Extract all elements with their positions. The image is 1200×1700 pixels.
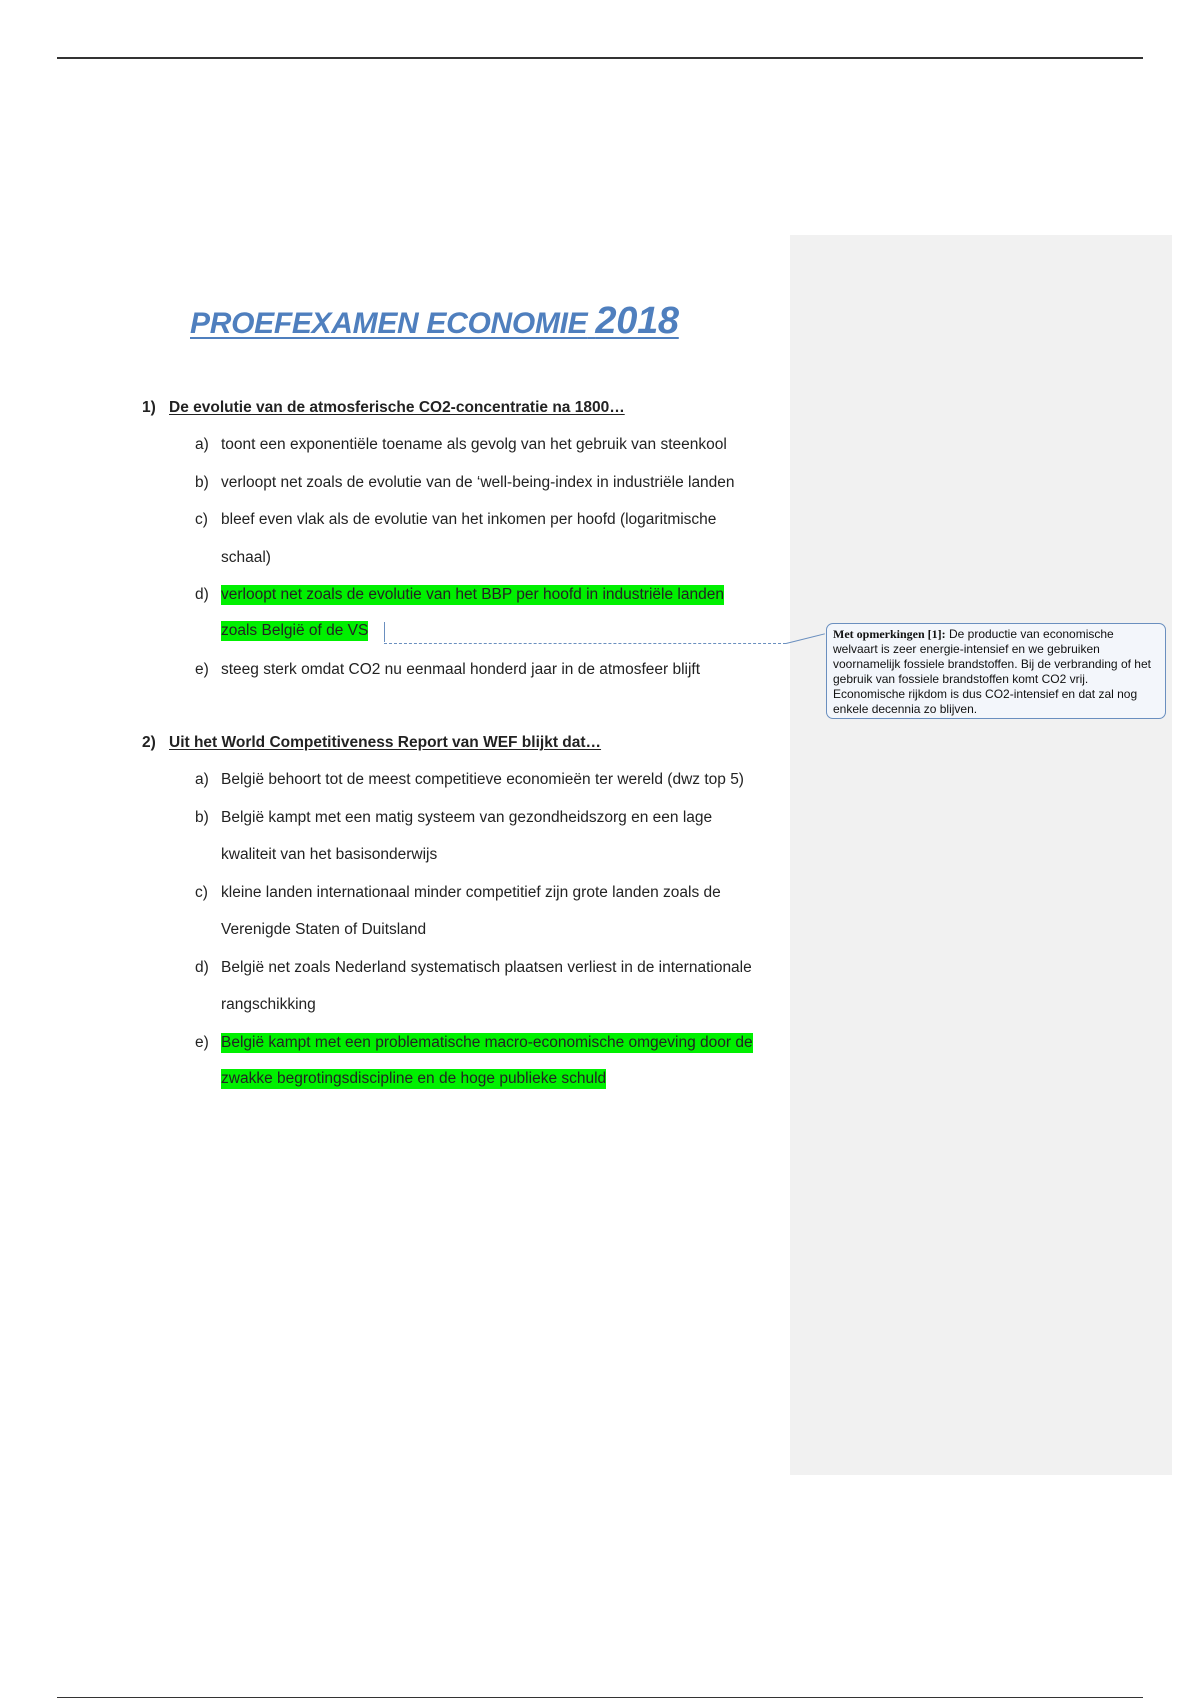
answer-letter: d) bbox=[195, 586, 209, 603]
answer-letter: c) bbox=[195, 511, 208, 528]
answer-2e-line-2-highlighted: zwakke begrotingsdiscipline en de hoge publieke schuld bbox=[221, 1070, 607, 1087]
answer-1b-line-1: verloopt net zoals de evolutie van de ‘well-being-index in industriële landen bbox=[221, 474, 735, 491]
comment-leader-line bbox=[384, 643, 786, 644]
answer-2c-line-1: kleine landen internationaal minder competitief zijn grote landen zoals de bbox=[221, 884, 721, 901]
answer-letter: e) bbox=[195, 1034, 209, 1051]
comment-text: De productie van economische welvaart is zeer energie-intensief en we gebruiken voornamelijk fossiele brandstoffen. Bij de verbranding of het gebruik van fossiele brandstoffen komt CO2 vrij. Economische rijkdom is dus CO2-intensief en dat zal nog enkele decennia zo blijven. bbox=[833, 627, 1151, 716]
comment-label: Met opmerkingen [1]: bbox=[833, 627, 946, 641]
question-number: 2) bbox=[142, 734, 156, 751]
answer-2a-line-1: België behoort tot de meest competitieve economieën ter wereld (dwz top 5) bbox=[221, 771, 744, 788]
answer-1e-line-1: steeg sterk omdat CO2 nu eenmaal honderd jaar in de atmosfeer blijft bbox=[221, 661, 701, 678]
answer-1d-line-1-highlighted: verloopt net zoals de evolutie van het BBP per hoofd in industriële landen bbox=[221, 586, 724, 603]
question-text: De evolutie van de atmosferische CO2-concentratie na 1800… bbox=[169, 399, 625, 416]
title-year: 2018 bbox=[595, 300, 679, 342]
title-main: PROEFEXAMEN ECONOMIE bbox=[190, 307, 588, 340]
question-2-heading bbox=[142, 734, 601, 752]
answer-2b-line-1: België kampt met een matig systeem van gezondheidszorg en een lage bbox=[221, 809, 713, 826]
answer-letter: c) bbox=[195, 884, 208, 901]
comment-anchor-marker bbox=[384, 622, 385, 642]
comment-pane bbox=[790, 235, 1172, 1475]
header-rule bbox=[57, 57, 1143, 59]
answer-1d-line-2-highlighted: zoals België of de VS bbox=[221, 622, 369, 639]
answer-2c-line-2: Verenigde Staten of Duitsland bbox=[221, 921, 427, 938]
answer-2b-line-2: kwaliteit van het basisonderwijs bbox=[221, 846, 438, 863]
answer-1a-line-1: toont een exponentiële toename als gevolg van het gebruik van steenkool bbox=[221, 436, 727, 453]
answer-letter: b) bbox=[195, 809, 209, 826]
answer-letter: a) bbox=[195, 436, 209, 453]
margin-comment[interactable] bbox=[826, 623, 1166, 719]
answer-letter: b) bbox=[195, 474, 209, 491]
footer-rule bbox=[57, 1697, 1143, 1698]
question-number: 1) bbox=[142, 399, 156, 416]
page-title bbox=[190, 300, 679, 343]
question-text: Uit het World Competitiveness Report van WEF blijkt dat… bbox=[169, 734, 602, 751]
answer-2d-line-2: rangschikking bbox=[221, 996, 316, 1013]
answer-2e-line-1-highlighted: België kampt met een problematische macro-economische omgeving door de bbox=[221, 1034, 753, 1051]
answer-letter: d) bbox=[195, 959, 209, 976]
answer-letter: e) bbox=[195, 661, 209, 678]
answer-letter: a) bbox=[195, 771, 209, 788]
answer-2d-line-1: België net zoals Nederland systematisch plaatsen verliest in de internationale bbox=[221, 959, 752, 976]
answer-1c-line-2: schaal) bbox=[221, 549, 271, 566]
answer-1c-line-1: bleef even vlak als de evolutie van het inkomen per hoofd (logaritmische bbox=[221, 511, 717, 528]
question-1-heading bbox=[142, 399, 625, 417]
